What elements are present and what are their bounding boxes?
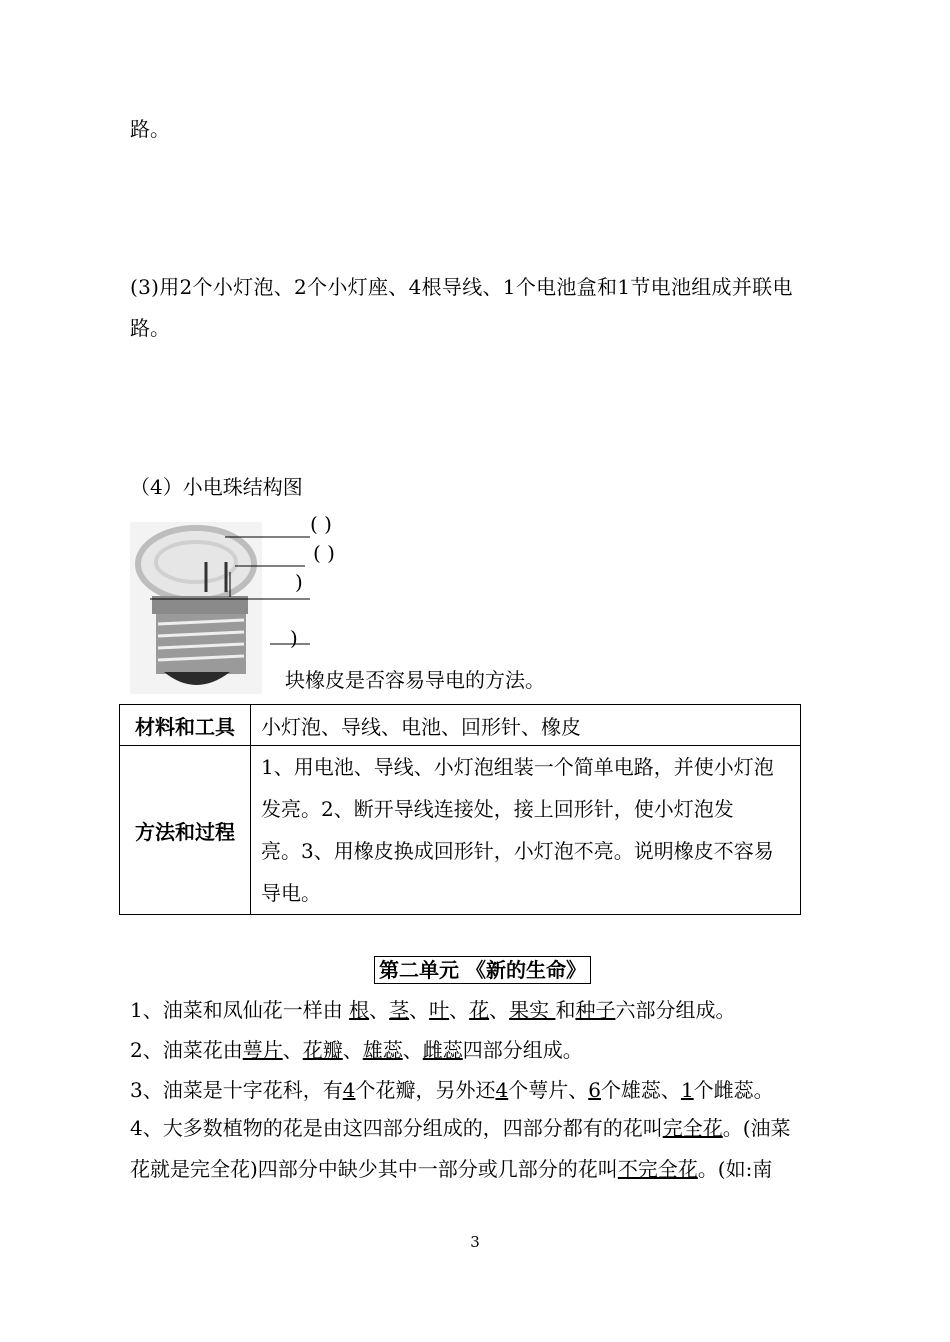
unit2-paragraph-4: 4、大多数植物的花是由这四部分组成的，四部分都有的花叫完全花。(油菜	[130, 1116, 791, 1140]
unit2-paragraph-3: 3、油菜是十字花科，有4个花瓣，另外还4个萼片、6个雄蕊、1个雌蕊。	[130, 1078, 774, 1102]
unit2-paragraph-2: 2、油菜花由萼片、花瓣、雄蕊、雌蕊四部分组成。	[130, 1038, 583, 1062]
diagram-label-2: ( )	[313, 541, 335, 565]
item3-line1: (3)用2个小灯泡、2个小灯座、4根导线、1个电池盒和1节电池组成并联电	[130, 275, 793, 299]
unit2-paragraph-1: 1、油菜和凤仙花一样由 根、茎、叶、花、果实 和种子六部分组成。	[130, 998, 736, 1022]
diagram-label-lines	[150, 515, 310, 655]
diagram-label-3: )	[295, 570, 303, 594]
materials-content: 小灯泡、导线、电池、回形针、橡皮	[251, 705, 801, 746]
method-content	[251, 746, 801, 915]
method-line: 亮。3、用橡皮换成回形针，小灯泡不亮。说明橡皮不容易	[261, 839, 774, 863]
materials-header: 材料和工具	[120, 705, 251, 746]
diagram-label-4: )	[290, 626, 298, 650]
table-row	[120, 746, 801, 915]
table-row	[120, 705, 801, 746]
method-line: 发亮。2、断开导线连接处，接上回形针，使小灯泡发	[261, 797, 734, 821]
item3-line2: 路。	[130, 316, 170, 340]
experiment-table	[119, 704, 801, 915]
unit2-title: 第二单元 《新的生命》	[374, 956, 591, 984]
method-header: 方法和过程	[120, 746, 251, 915]
unit2-paragraph-5: 花就是完全花)四部分中缺少其中一部分或几部分的花叫不完全花。(如:南	[130, 1157, 773, 1181]
method-line: 导电。	[261, 881, 321, 905]
item4-title: （4）小电珠结构图	[130, 475, 303, 499]
method-line: 1、用电池、导线、小灯泡组装一个简单电路，并使小灯泡	[261, 755, 774, 779]
continued-line: 路。	[130, 117, 170, 141]
item5-caption: 块橡皮是否容易导电的方法。	[285, 668, 545, 692]
diagram-label-1: ( )	[310, 512, 332, 536]
page-number: 3	[470, 1233, 480, 1251]
